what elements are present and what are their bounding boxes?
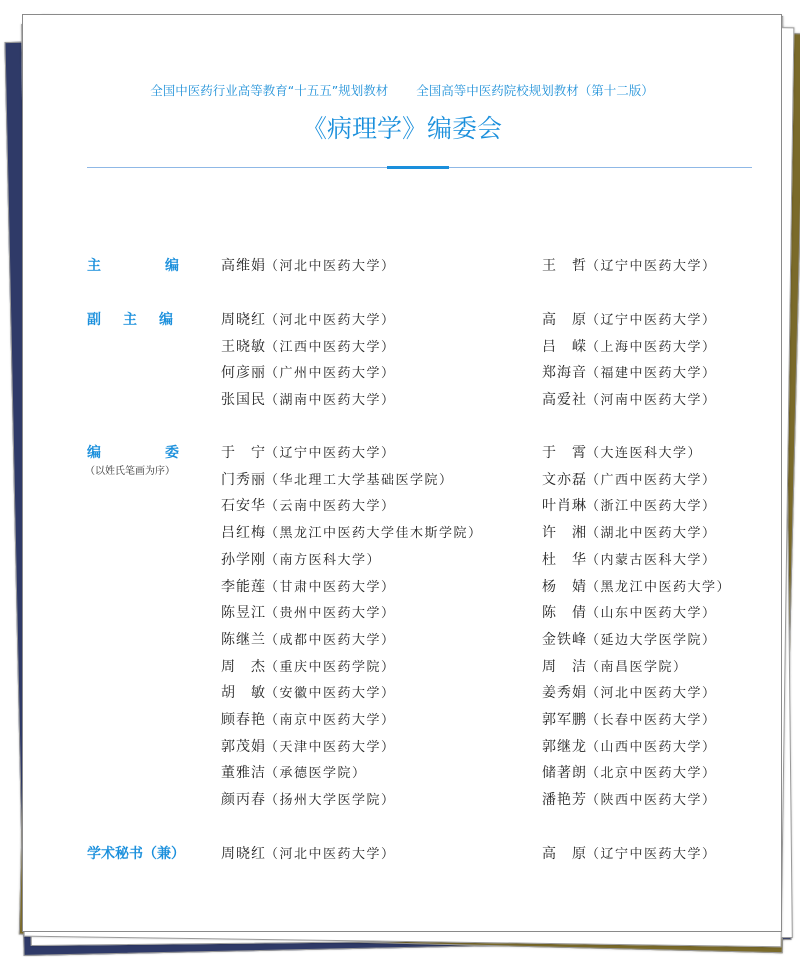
member-name: 陈 倩 [542,605,586,622]
member-name: 杜 华 [542,551,586,568]
member-name: 颜丙春 [221,792,265,809]
member-name: 顾春艳 [221,712,265,728]
member-name: 吕 嵘 [542,338,586,355]
member-entry [221,495,396,522]
member-institution: （河北中医药大学） [265,847,396,862]
member-entry [221,522,483,549]
member-institution: （重庆中医药学院） [265,659,396,675]
member-name: 周晓红 [221,846,265,862]
member-institution: （河北中医药大学） [586,686,717,702]
member-institution: （湖北中医药大学） [586,526,717,542]
member-entry [221,709,396,736]
member-name: 李能莲 [221,578,265,595]
member-name: 储著朗 [542,765,586,782]
member-entry [542,362,717,389]
member-name: 何彦丽 [221,365,265,382]
member-name: 胡 敏 [221,685,265,702]
member-entry [221,336,396,363]
member-institution: （山东中医药大学） [586,606,717,622]
member-name: 陈昱江 [221,605,265,622]
member-entry [542,549,717,576]
member-name: 石安华 [221,498,265,515]
member-entry [221,309,396,336]
member-name: 叶肖琳 [542,498,586,515]
member-entry [221,549,381,576]
member-institution: （辽宁中医药大学） [265,446,396,461]
member-entry [221,629,396,656]
member-institution: （辽宁中医药大学） [586,259,717,274]
section-label: 副主编 [87,312,195,328]
member-entry [221,656,396,683]
member-institution: （辽宁中医药大学） [586,313,717,328]
member-name: 潘艳芳 [542,792,586,809]
member-entry [542,709,717,736]
series-line [23,81,781,99]
member-name: 孙学刚 [221,551,265,568]
member-name: 王 哲 [542,258,586,274]
member-institution: （承德医学院） [265,766,367,782]
member-entry [221,576,396,603]
member-institution: （广西中医药大学） [586,472,717,488]
member-entry [542,309,717,336]
member-entry [221,843,396,870]
member-entry [542,602,717,629]
member-institution: （长春中医药大学） [586,713,717,728]
member-institution: （贵州中医药大学） [265,606,396,622]
member-institution: （福建中医药大学） [586,366,717,382]
member-name: 郑海音 [542,365,586,382]
member-institution: （湖南中医药大学） [265,393,396,409]
member-institution: （陕西中医药大学） [586,793,717,809]
member-name: 张国民 [221,392,265,409]
member-name: 陈继兰 [221,631,265,648]
member-institution: （江西中医药大学） [265,339,396,355]
member-entry [542,789,717,816]
member-entry [221,762,367,789]
member-institution: （南京中医药大学） [265,713,396,728]
section-label [87,442,179,462]
member-name: 于 宁 [221,445,265,461]
member-name: 王晓敏 [221,338,265,355]
member-entry [542,682,717,709]
member-entry [542,442,702,469]
member-entry [542,336,717,363]
member-entry [542,469,717,496]
member-institution: （天津中医药大学） [265,739,396,755]
series-text: 全国中医药行业高等教育“十五五”规划教材 [150,83,389,98]
member-name: 周晓红 [221,312,265,328]
series-text: 全国高等中医药院校规划教材（第十二版） [416,83,654,98]
document-page [22,14,782,932]
member-institution: （内蒙古医科大学） [586,552,717,568]
section-label-char: 编 [87,445,101,461]
member-entry [221,255,396,282]
member-name: 于 霄 [542,445,586,461]
divider-accent [387,166,449,169]
member-name: 姜秀娟 [542,685,586,702]
member-entry [542,576,731,603]
member-entry [221,389,396,416]
member-institution: （南昌医学院） [586,659,688,675]
member-name: 许 湘 [542,525,586,542]
member-institution: （河北中医药大学） [265,259,396,274]
member-institution: （北京中医药大学） [586,766,717,782]
member-institution: （甘肃中医药大学） [265,579,396,595]
member-entry [542,736,717,763]
member-entry [221,789,396,816]
member-institution: （河北中医药大学） [265,313,396,328]
section-label-char: 主 [87,258,101,274]
section-label-char: 编 [165,258,179,274]
member-name: 门秀丽 [221,471,265,488]
member-name: 郭继龙 [542,738,586,755]
member-entry [221,602,396,629]
section-label-char: 委 [165,445,179,461]
member-name: 高爱社 [542,392,586,409]
member-name: 周 杰 [221,658,265,675]
member-name: 杨 婧 [542,578,586,595]
member-entry [542,495,717,522]
member-institution: （南方医科大学） [265,552,382,568]
member-entry [542,762,717,789]
member-institution: （安徽中医药大学） [265,686,396,702]
member-institution: （山西中医药大学） [586,739,717,755]
member-name: 金铁峰 [542,631,586,648]
section-label [87,255,179,275]
member-entry [221,442,396,469]
member-entry [221,362,396,389]
member-institution: （黑龙江中医药大学） [586,579,732,595]
member-name: 董雅洁 [221,765,265,782]
section-label: 学术秘书（兼） [87,846,185,862]
member-institution: （华北理工大学基础医学院） [265,472,454,488]
member-entry [542,656,688,683]
member-entry [542,843,717,870]
member-name: 高维娟 [221,258,265,274]
member-institution: （成都中医药大学） [265,632,396,648]
section-note: （以姓氏笔画为序） [85,466,175,477]
member-institution: （大连医科大学） [586,446,703,461]
member-institution: （延边大学医学院） [586,632,717,648]
member-entry [221,682,396,709]
member-institution: （云南中医药大学） [265,499,396,515]
member-institution: （辽宁中医药大学） [586,847,717,862]
member-name: 文亦磊 [542,471,586,488]
member-institution: （浙江中医药大学） [586,499,717,515]
member-entry [221,469,454,496]
page-title: 《病理学》编委会 [301,114,502,143]
member-institution: （扬州大学医学院） [265,793,396,809]
member-name: 周 洁 [542,658,586,675]
member-name: 高 原 [542,312,586,328]
member-institution: （黑龙江中医药大学佳木斯学院） [265,526,483,542]
member-institution: （广州中医药大学） [265,366,396,382]
member-entry [221,736,396,763]
member-name: 高 原 [542,846,586,862]
member-institution: （河南中医药大学） [586,393,717,409]
member-name: 吕红梅 [221,525,265,542]
member-entry [542,255,717,282]
member-name: 郭军鹏 [542,712,586,728]
member-institution: （上海中医药大学） [586,339,717,355]
member-entry [542,389,717,416]
member-entry [542,522,717,549]
member-entry [542,629,717,656]
member-name: 郭茂娟 [221,738,265,755]
